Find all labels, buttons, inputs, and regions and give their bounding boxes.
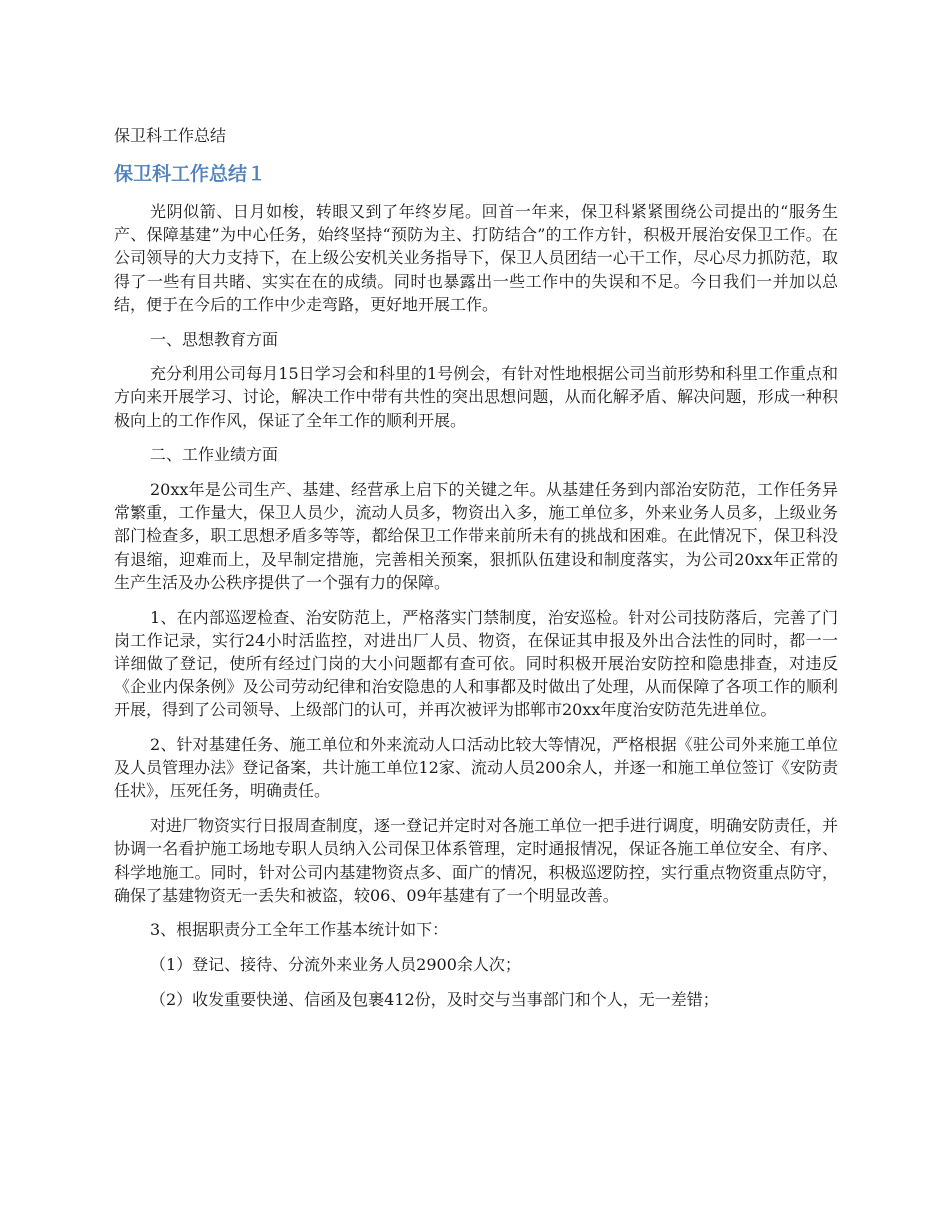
section1-title: 一、思想教育方面 <box>150 329 279 349</box>
stat-item-2: （2）收发重要快递、信函及包裹412份，及时交与当事部门和个人，无一差错； <box>150 989 719 1009</box>
stat-item-1: （1）登记、接待、分流外来业务人员2900余人次； <box>150 955 521 975</box>
point1-paragraph: 1、在内部巡逻检查、治安防范上，严格落实门禁制度，治安巡检。针对公司技防落后，完善了门岗工作记录，实行24小时活监控，对进出厂人员、物资，在保证其申报及外出合法性的同时，都一一详细做了登记，使所有经过门岗的大小问题都有查可依。同时积极开展治安防控和隐患排查，对违反《企业内保条例》及公司劳动纪律和治安隐患的人和事都及时做出了处理，从而保障了各项工作的顺利开展，得到了公司领导、上级部门的认可，并再次被评为邯郸市20xx年度治安防范先进单位。 <box>114 607 838 720</box>
section1-paragraph: 充分利用公司每月15日学习会和科里的1号例会，有针对性地根据公司当前形势和科里工作重点和方向来开展学习、讨论，解决工作中带有共性的突出思想问题，从而化解矛盾、解决问题，形成一种积极向上的工作作风，保证了全年工作的顺利开展。 <box>114 364 838 430</box>
intro-paragraph: 光阴似箭、日月如梭，转眼又到了年终岁尾。回首一年来，保卫科紧紧围绕公司提出的“服务生产、保障基建”为中心任务，始终坚持“预防为主、打防结合”的工作方针，积极开展治安保卫工作。在公司领导的大力支持下，在上级公安机关业务指导下，保卫人员团结一心干工作，尽心尽力抓防范，取得了一些有目共睹、实实在在的成绩。同时也暴露出一些工作中的失误和不足。今日我们一并加以总结，便于在今后的工作中少走弯路，更好地开展工作。 <box>114 202 838 314</box>
point2-continuation-paragraph: 对进厂物资实行日报周查制度，逐一登记并定时对各施工单位一把手进行调度，明确安防责任，并协调一名看护施工场地专职人员纳入公司保卫体系管理，定时通报情况，保证各施工单位安全、有序、科学地施工。同时，针对公司内基建物资点多、面广的情况，积极巡逻防控，实行重点物资重点防守，确保了基建物资无一丢失和被盗，较06、09年基建有了一个明显改善。 <box>114 816 839 905</box>
document-body <box>114 124 838 1023</box>
point2-paragraph: 2、针对基建任务、施工单位和外来流动人口活动比较大等情况，严格根据《驻公司外来施工单位及人员管理办法》登记备案，共计施工单位12家、流动人员200余人，并逐一和施工单位签订《安防责任状》，压死任务，明确责任。 <box>114 735 838 801</box>
document-title: 保卫科工作总结 <box>114 126 227 145</box>
point3-paragraph: 3、根据职责分工全年工作基本统计如下： <box>150 920 449 940</box>
section-heading: 保卫科工作总结１ <box>114 163 267 185</box>
section2-paragraph: 20xx年是公司生产、基建、经营承上启下的关键之年。从基建任务到内部治安防范，工作任务异常繁重，工作量大，保卫人员少，流动人员多，物资出入多，施工单位多，外来业务人员多，上级业务部门检查多，职工思想矛盾多等等，都给保卫工作带来前所未有的挑战和困难。在此情况下，保卫科没有退缩，迎难而上，及早制定措施，完善相关预案，狠抓队伍建设和制度落实，为公司20xx年正常的生产生活及办公秩序提供了一个强有力的保障。 <box>114 480 838 592</box>
section2-title: 二、工作业绩方面 <box>150 445 279 465</box>
